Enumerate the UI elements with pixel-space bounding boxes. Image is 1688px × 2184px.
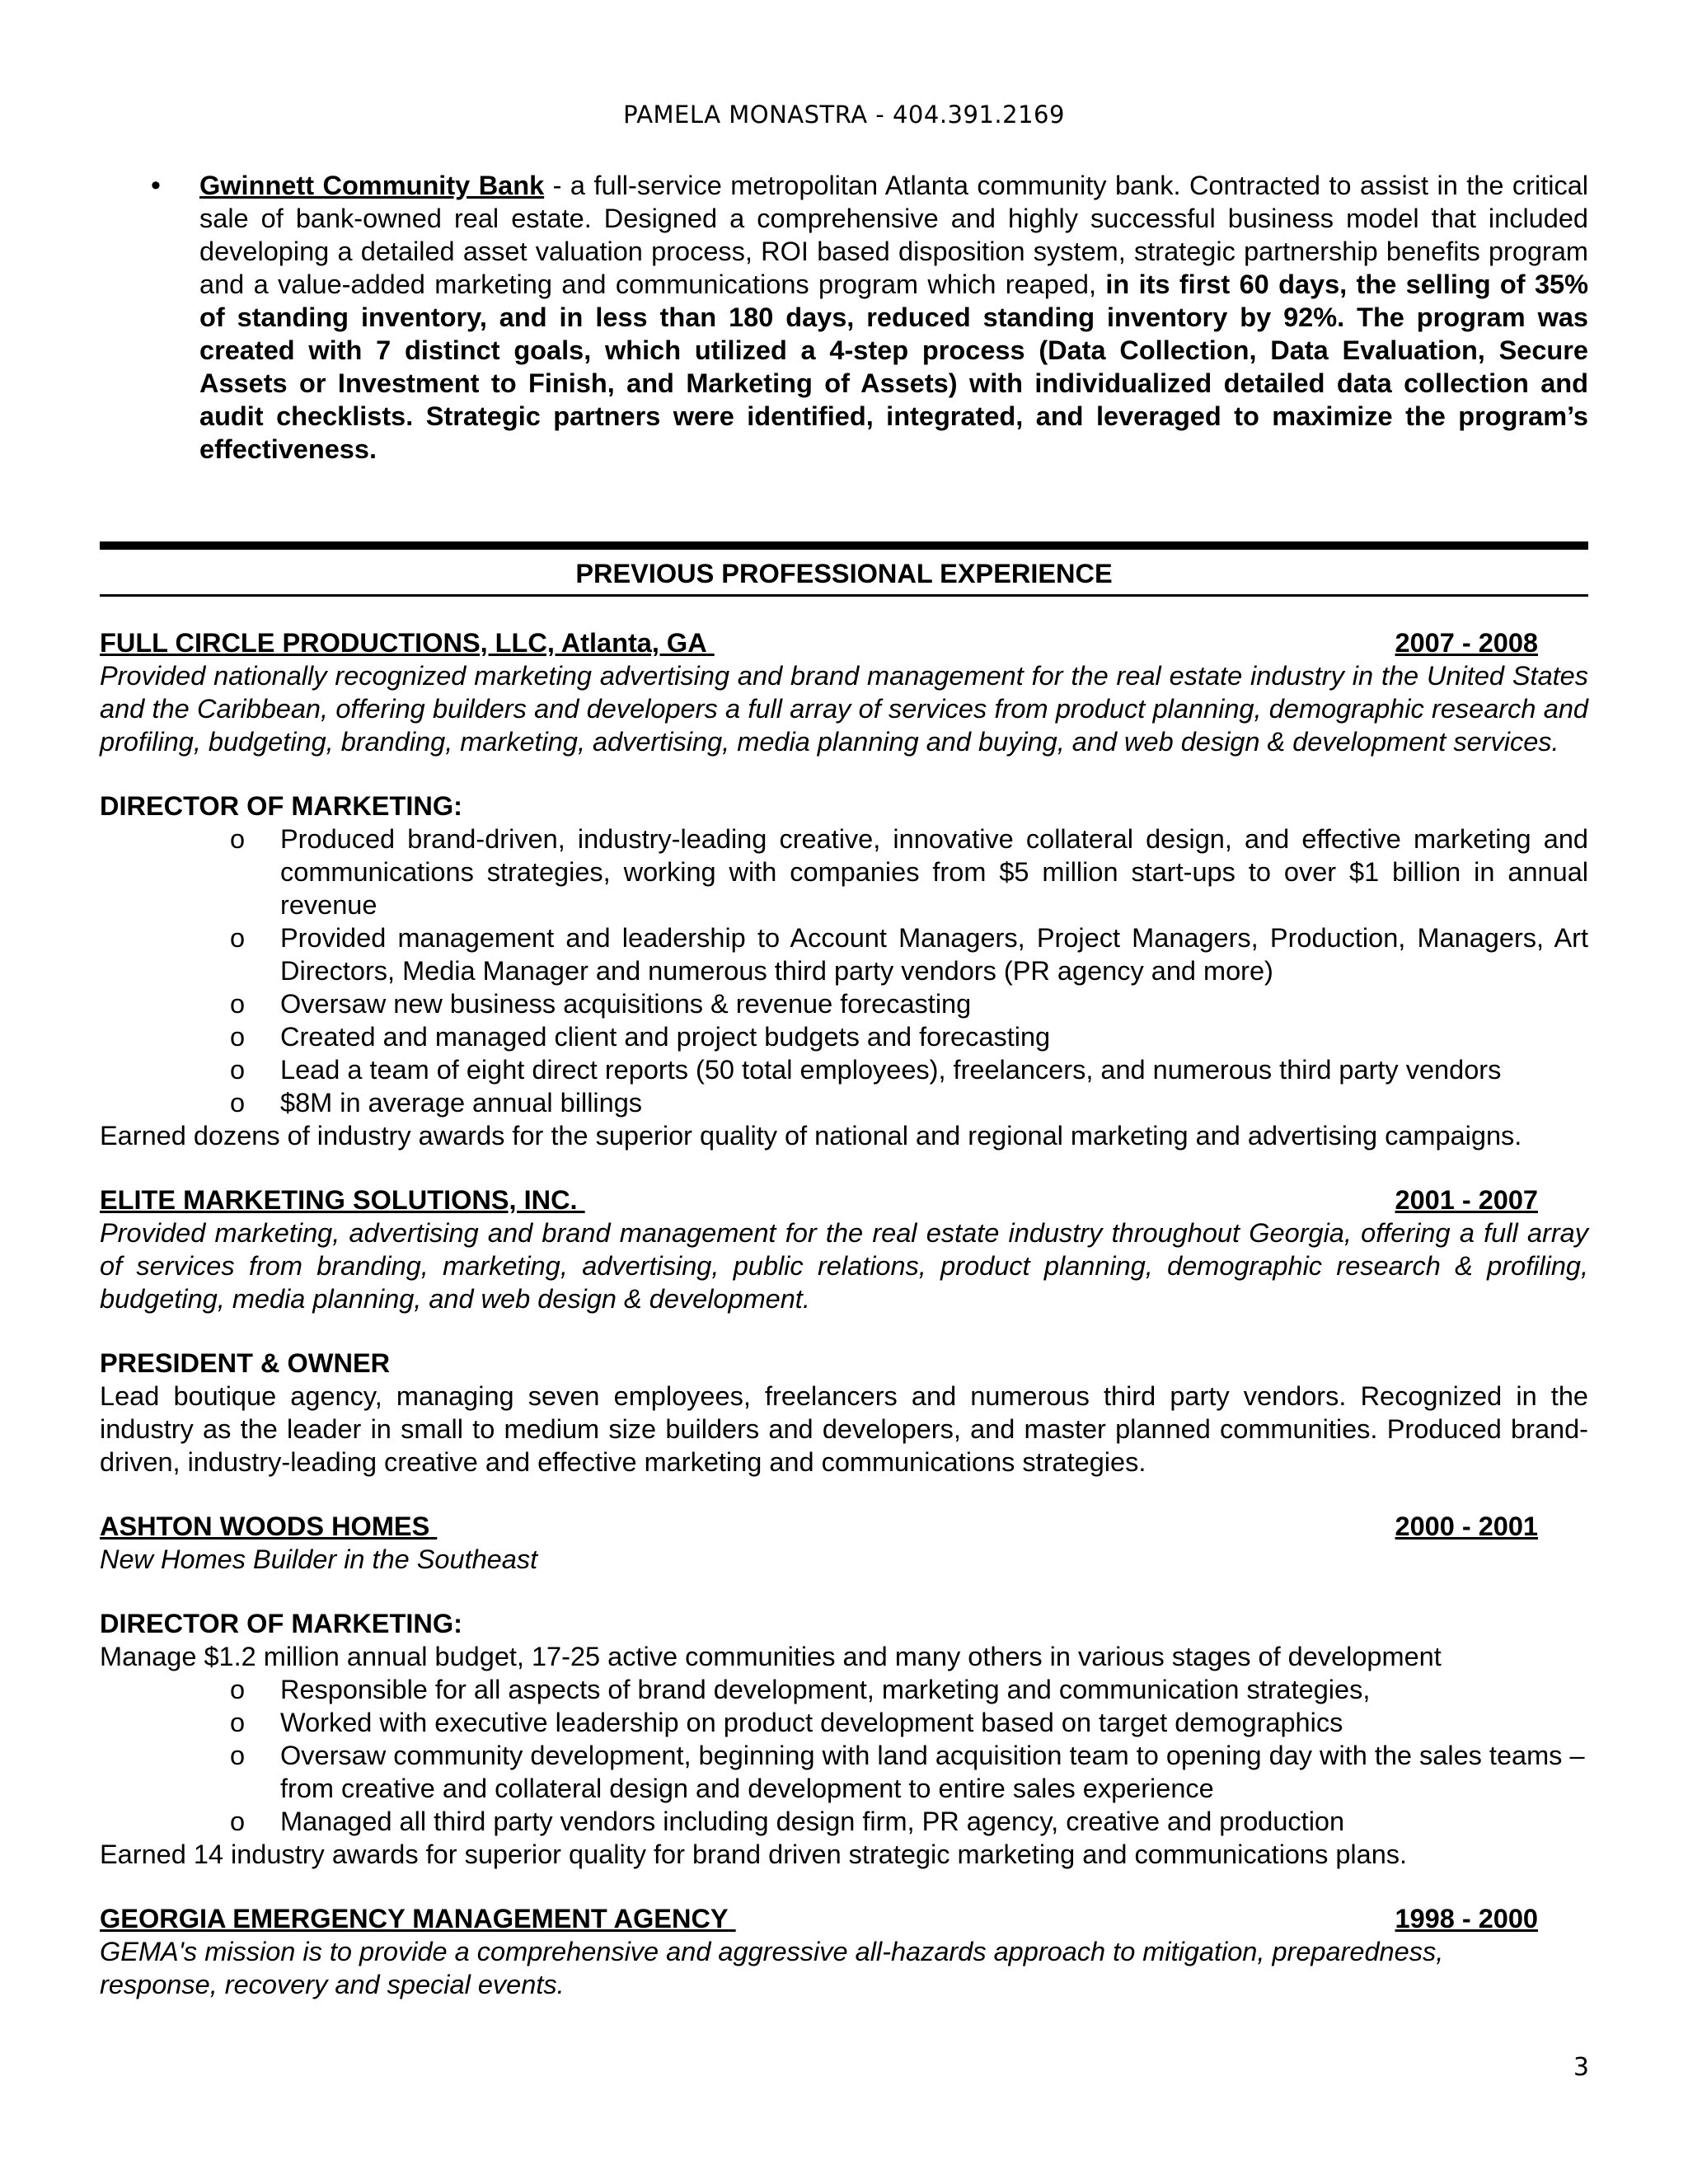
experience-section — [100, 626, 1588, 2001]
sub-bullet-icon: o — [230, 824, 246, 854]
bank-results: in its first 60 days, the selling of 35% of standing inventory, and in less than 180 days, reduced standing inventory by 92%. The program was created with 7 distinct goals, which utilized a 4-step process (Data Collection, Data Evaluation, Secure Assets or Investment to Finish, and Marketing of Assets) with individualized detailed data collection and audit checklists. Strategic partners were identified, integrated, and leveraged to maximize the program’s effectiveness. — [199, 269, 1588, 464]
job-header — [100, 1902, 1538, 1935]
sub-bullet-icon: o — [230, 1675, 246, 1704]
bank-text: - a full-service metropolitan Atlanta community bank. Contracted to assist in the critical sale of bank-owned real estate. Designed a comprehensive and highly successful business model that included developing a detailed asset valuation process, ROI based disposition system, strategic partnership benefits program and a value-added marketing and communications program which reaped, — [199, 171, 1589, 299]
intro-section — [100, 169, 1588, 466]
list-item: o Provided management and leadership to Account Managers, Project Managers, Production, Managers, Art Directors, Media Manager and numerous third party vendors (PR agency and more) — [230, 923, 1588, 986]
job-title: DIRECTOR OF MARKETING: — [100, 791, 462, 821]
job-years: 2000 - 2001 — [1395, 1511, 1538, 1541]
sub-bullet-icon: o — [230, 1022, 246, 1052]
job-title: PRESIDENT & OWNER — [100, 1348, 391, 1378]
bank-name: Gwinnett Community Bank — [199, 171, 545, 200]
job-summary: Lead boutique agency, managing seven employees, freelancers and numerous third party vendors. Recognized in the industry as the leader in small to medium size builders and developers, and master planned communities. Produced brand-driven, industry-leading creative and effective marketing and communications strategies. — [100, 1381, 1588, 1477]
page-header: PAMELA MONASTRA - 404.391.2169 — [623, 101, 1065, 129]
sub-bullet-icon: o — [230, 923, 246, 953]
job-header — [100, 1510, 1538, 1543]
job-description: Provided marketing, advertising and brand management for the real estate industry throughout Georgia, offering a full array of services from branding, marketing, advertising, public relations, product planning, demographic research & profiling, budgeting, media planning, and web design & development. — [100, 1218, 1588, 1314]
section-divider-thin — [100, 594, 1588, 597]
page-number: 3 — [1573, 2053, 1589, 2082]
sub-bullet-icon: o — [230, 1708, 246, 1737]
sub-bullet-icon: o — [230, 1741, 246, 1770]
job-header — [100, 626, 1538, 659]
job-bullets — [100, 1673, 1588, 1838]
list-item: o Lead a team of eight direct reports (50 total employees), freelancers, and numerous third party vendors — [230, 1055, 1502, 1085]
job-years: 2007 - 2008 — [1395, 628, 1538, 658]
list-item: o Oversaw new business acquisitions & revenue forecasting — [230, 989, 972, 1019]
job-summary: Manage $1.2 million annual budget, 17-25 active communities and many others in various stages of development — [100, 1642, 1442, 1671]
bank-bullet — [100, 169, 1588, 466]
job-title: DIRECTOR OF MARKETING: — [100, 1609, 462, 1638]
sub-bullet-icon: o — [230, 1088, 246, 1118]
section-title: PREVIOUS PROFESSIONAL EXPERIENCE — [575, 559, 1113, 588]
job-company: ELITE MARKETING SOLUTIONS, INC. — [100, 1185, 578, 1215]
list-item: o Managed all third party vendors including design firm, PR agency, creative and production — [230, 1807, 1345, 1836]
job-company: ASHTON WOODS HOMES — [100, 1511, 430, 1541]
job-years: 1998 - 2000 — [1395, 1904, 1538, 1933]
list-item: o Oversaw community development, beginning with land acquisition team to opening day with the sales teams – from creative and collateral design and development to entire sales experience — [230, 1741, 1585, 1803]
list-item: o $8M in average annual billings — [230, 1088, 643, 1118]
section-divider-thick — [100, 541, 1588, 550]
list-item: o Responsible for all aspects of brand development, marketing and communication strategies, — [230, 1675, 1371, 1704]
sub-bullet-icon: o — [230, 1807, 246, 1836]
job-closing: Earned 14 industry awards for superior quality for brand driven strategic marketing and communications plans. — [100, 1840, 1408, 1869]
job-company: GEORGIA EMERGENCY MANAGEMENT AGENCY — [100, 1904, 729, 1933]
job-description: Provided nationally recognized marketing advertising and brand management for the real estate industry in the United States and the Caribbean, offering builders and developers a full array of services from product planning, demographic research and profiling, budgeting, branding, marketing, advertising, media planning and buying, and web design & development services. — [100, 661, 1588, 757]
sub-bullet-icon: o — [230, 1055, 246, 1085]
job-company: FULL CIRCLE PRODUCTIONS, LLC, Atlanta, GA — [100, 628, 707, 658]
list-item: o Produced brand-driven, industry-leading creative, innovative collateral design, and effective marketing and communications strategies, working with companies from $5 million start-ups to over $1 billion in annual revenue — [230, 824, 1588, 920]
job-description: GEMA's mission is to provide a comprehensive and aggressive all-hazards approach to mitigation, preparedness, response, recovery and special events. — [100, 1937, 1444, 1999]
list-item: o Worked with executive leadership on product development based on target demographics — [230, 1708, 1343, 1737]
job-description: New Homes Builder in the Southeast — [100, 1544, 538, 1574]
job-bullets — [100, 823, 1588, 1119]
job-years: 2001 - 2007 — [1395, 1185, 1538, 1215]
bullet-icon: • — [151, 170, 161, 201]
list-item: o Created and managed client and project budgets and forecasting — [230, 1022, 1051, 1052]
sub-bullet-icon: o — [230, 989, 246, 1019]
job-header — [100, 1183, 1538, 1216]
job-closing: Earned dozens of industry awards for the superior quality of national and regional marketing and advertising campaigns. — [100, 1121, 1522, 1151]
